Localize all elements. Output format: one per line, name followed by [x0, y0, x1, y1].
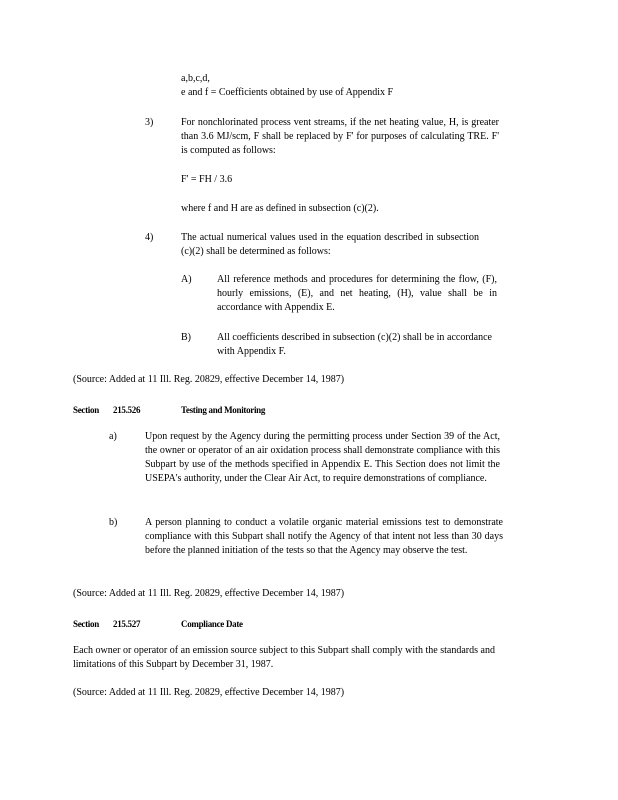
source-note-3: (Source: Added at 11 Ill. Reg. 20829, effective December 14, 1987) — [73, 687, 345, 698]
section-526-word: Section — [73, 405, 99, 415]
item-3-where: where f and H are as defined in subsection (c)(2). — [181, 203, 379, 214]
item-4a-label: A) — [181, 274, 192, 285]
item-3-formula: F' = FH / 3.6 — [181, 174, 233, 185]
item-4-text: The actual numerical values used in the equation described in subsection (c)(2) shall be determined as follows: — [181, 232, 479, 257]
section-526-a-text: Upon request by the Agency during the permitting process under Section 39 of the Act, the owner or operator of an air oxidation process shall demonstrate compliance with this Subpart by use of the methods specified in Appendix E. This Section does not limit the USEPA's authority, under the Clear Air Act, to require demonstrations of compliance. — [145, 431, 500, 484]
item-4b-text: All coefficients described in subsection (c)(2) shall be in accordance with Appendix F. — [217, 332, 492, 357]
item-3-text: For nonchlorinated process vent streams, if the net heating value, H, is greater than 3.6 MJ/scm, F shall be replaced by F' for purposes of calculating TRE. F' is computed as follows: — [181, 117, 499, 156]
item-4a-text: All reference methods and procedures for determining the flow, (F), hourly emissions, (E), and net heating, (H), value shall be in accordance with Appendix E. — [217, 274, 497, 313]
section-526-b-label: b) — [109, 517, 118, 528]
source-note-2: (Source: Added at 11 Ill. Reg. 20829, effective December 14, 1987) — [73, 588, 345, 599]
section-526-a-label: a) — [109, 431, 117, 442]
section-526-b-text: A person planning to conduct a volatile organic material emissions test to demonstrate compliance with this Subpart shall notify the Agency of that intent not less than 30 days before the planned initiation of the tests so that the Agency may observe the test. — [145, 517, 503, 556]
item-4b-label: B) — [181, 332, 191, 343]
coefficient-line-2: e and f = Coefficients obtained by use of Appendix F — [181, 87, 394, 98]
section-527-word: Section — [73, 619, 99, 629]
item-3-label: 3) — [145, 117, 154, 128]
item-4-label: 4) — [145, 232, 154, 243]
coefficient-line-1: a,b,c,d, — [181, 73, 210, 84]
section-526-title: Testing and Monitoring — [181, 405, 266, 415]
section-526-number: 215.526 — [113, 405, 141, 415]
section-527-title: Compliance Date — [181, 619, 243, 629]
section-527-text: Each owner or operator of an emission source subject to this Subpart shall comply with the standards and limitations of this Subpart by December 31, 1987. — [73, 645, 495, 670]
coefficient-label — [181, 72, 501, 100]
section-527-number: 215.527 — [113, 619, 141, 629]
source-note-1: (Source: Added at 11 Ill. Reg. 20829, effective December 14, 1987) — [73, 374, 345, 385]
